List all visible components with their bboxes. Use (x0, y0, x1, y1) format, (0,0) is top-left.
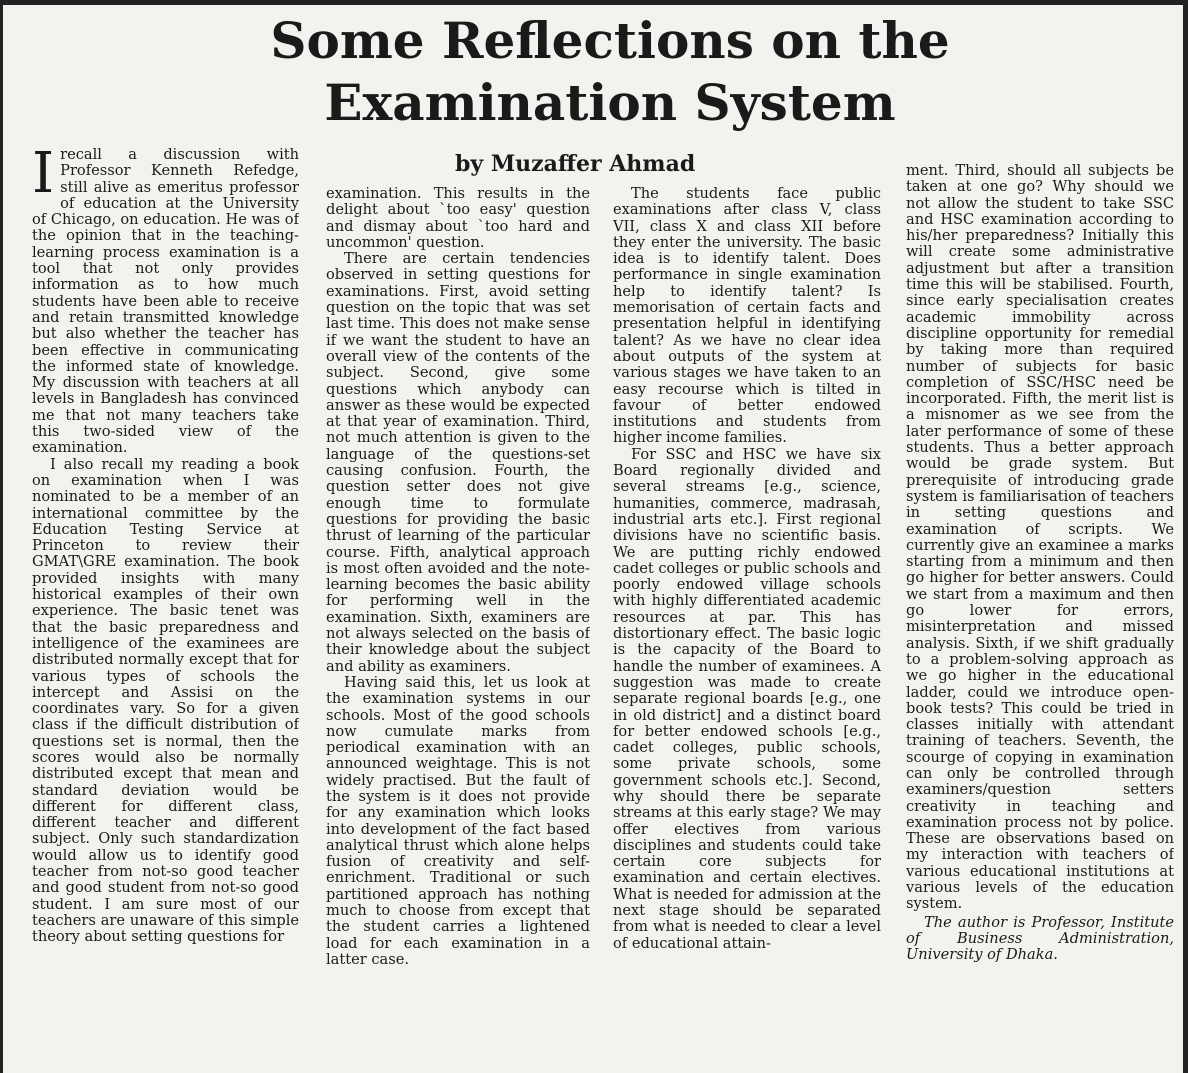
article-paragraph: I also recall my reading a book on examination when I was nominated to be a member of an international committee by the Education Testing Service at Princeton to review their GMAT\GRE examination. The book provided insights with many historical examples of their own experience. The basic tenet was that the basic preparedness and intelligence of the examinees are distributed normally except that for various types of schools the intercept and Assisi on the coordinates vary. So for a given class if the difficult distribution of questions set is normal, then the scores would also be normally distributed except that mean and standard deviation would be different for different class, different teacher and different subject. Only such standardization would allow us to identify good teacher from not-so good teacher and good student from not-so good student. I am sure most of our teachers are unaware of this simple theory about setting questions for (32, 455, 299, 946)
article-column-3 (613, 186, 881, 1046)
drop-cap: I (32, 147, 55, 206)
article-paragraph: ment. Third, should all subjects be taken at one go? Why should we not allow the student to take SSC and HSC examination according to his/her preparedness? Initially this will create some administrative adjustment but after a transition time this will be stabilised. Fourth, since early specialisation creates academic immobility across discipline opportunity for remedial by taking more than required number of subjects for basic completion of SSC/HSC need be incorporated. Fifth, the merit list is a misnomer as we see from the later performance of some of these students. Thus a better approach would be grade system. But prerequisite of introducing grade system is familiarisation of teachers in setting questions and examination of scripts. We currently give an examinee a marks starting from a minimum and then go higher for better answers. Could we start from a maximum and then go lower for errors, misinterpretation and missed analysis. Sixth, if we shift gradually to a problem-solving approach as we go higher in the educational ladder, could we introduce open-book tests? This could be tried in classes initially with attendant training of teachers. Seventh, the scourge of copying in examination can only be controlled through examiners/question setters creativity in teaching and examination process not by police. These are observations based on my interaction with teachers of various educational institutions at various levels of the education system. (906, 163, 1174, 913)
clipping-border-top (0, 0, 1188, 5)
article-paragraph: There are certain tendencies observed in setting questions for examinations. First, avoid setting question on the topic that was set last time. This does not make sense if we want the student to have an overall view of the contents of the subject. Second, give some questions which anybody can answer as these would be expected at that year of examination. Third, not much attention is given to the language of the questions-set causing confusion. Fourth, the question setter does not give enough time to formulate questions for providing the basic thrust of learning of the particular course. Fifth, analytical approach is most often avoided and the note-learning becomes the basic ability for performing well in the examination. Sixth, examiners are not always selected on the basis of their knowledge about the subject and ability as examiners. (326, 250, 590, 675)
clipping-border-right (1183, 0, 1188, 1073)
article-byline: by Muzaffer Ahmad (455, 151, 696, 177)
paragraph-text: recall a discussion with Professor Kenneth Refedge, still alive as emeritus professor of education at the University of Chicago, on education. He was of the opinion that in the teaching-learning process examination is a tool that not only provides information as to how much students have been able to receive and retain transmitted knowledge but also whether the teacher has been effective in communicating the informed state of knowledge. My discussion with teachers at all levels in Bangladesh has convinced me that not many teachers take this two-sided view of the examination. (32, 147, 299, 457)
article-paragraph: For SSC and HSC we have six Board regionally divided and several streams [e.g., science, humanities, commerce, madrasah, industrial arts etc.]. First regional divisions have no scientific basis. We are putting richly endowed cadet colleges or public schools and poorly endowed village schools with highly differentiated academic resources at par. This has distortionary effect. The basic logic is the capacity of the Board to handle the number of examinees. A suggestion was made to create separate regional boards [e.g., one in old district] and a distinct board for better endowed schools [e.g., cadet colleges, public schools, some private schools, some government schools etc.]. Second, why should there be separate streams at this early stage? We may offer electives from various disciplines and students could take certain core subjects for examination and certain electives. What is needed for admission at the next stage should be separated from what is needed to clear a level of educational attain- (613, 445, 881, 952)
author-note: The author is Professor, Institute of Business Administration, University of Dhaka. (906, 913, 1174, 964)
article-paragraph: examination. This results in the delight about `too easy' question and dismay about `too hard and uncommon' question. (326, 186, 590, 251)
article-paragraph: Having said this, let us look at the examination systems in our schools. Most of the good schools now cumulate marks from periodical examination with an announced weightage. This is not widely practised. But the fault of the system is it does not provide for any examination which looks into development of the fact based analytical thrust which alone helps fusion of creativity and self-enrichment. Traditional or such partitioned approach has nothing much to choose from except that the student carries a lightened load for each examination in a latter case. (326, 673, 590, 968)
article-column-2 (326, 186, 590, 1046)
article-headline: Some Reflections on the Examination System (270, 11, 950, 132)
article-column-4 (906, 163, 1174, 1053)
article-paragraph: The students face public examinations after class V, class VII, class X and class XII before they enter the university. The basic idea is to identify talent. Does performance in single examination help to identify talent? Is memorisation of certain facts and presentation helpful in identifying talent? As we have no clear idea about outputs of the system at various stages we have taken to an easy recourse which is tilted in favour of better endowed institutions and students from higher income families. (613, 186, 881, 447)
article-column-1 (32, 147, 299, 1037)
clipping-border-left (0, 0, 3, 1073)
article-paragraph (32, 147, 299, 457)
